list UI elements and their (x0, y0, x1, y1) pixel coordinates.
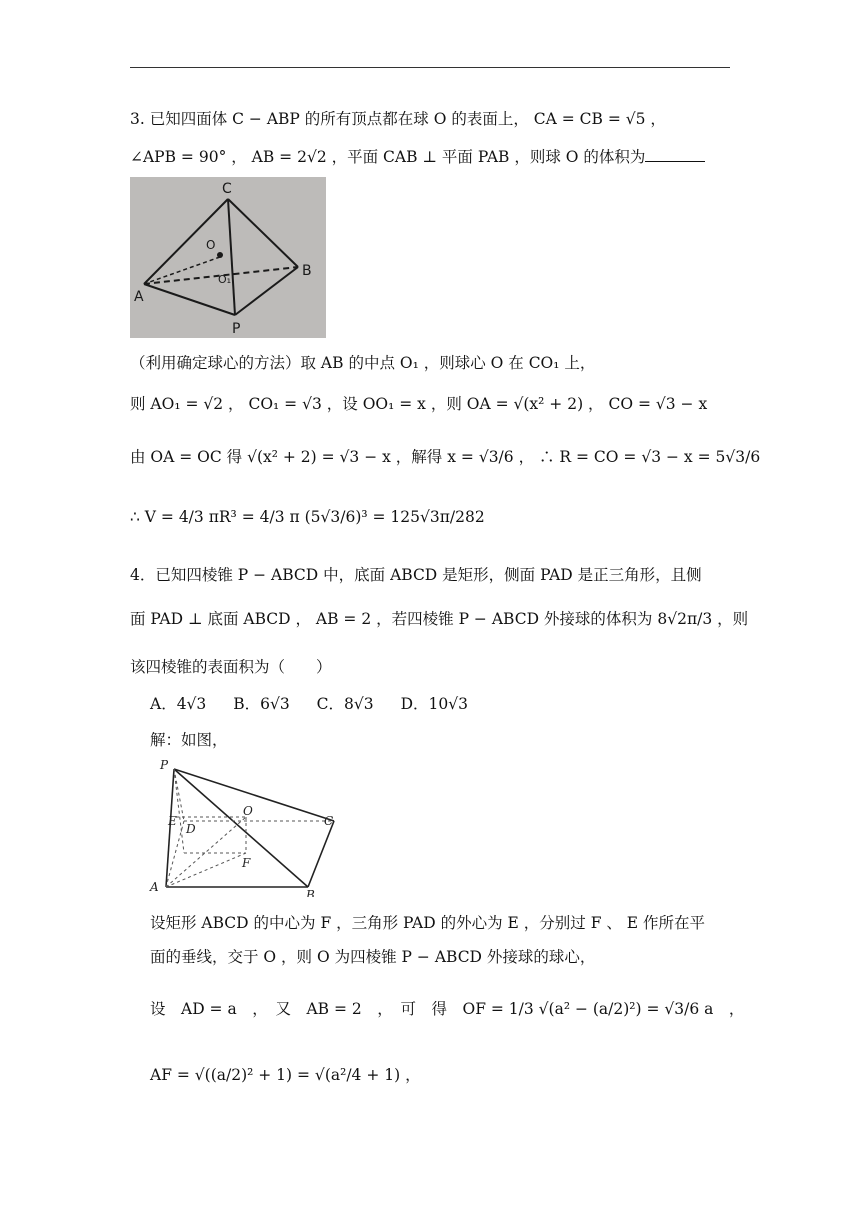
segment-AO (166, 817, 246, 887)
header-rule (130, 67, 730, 68)
edge-CP (228, 199, 235, 315)
edge-BP (235, 267, 298, 315)
edge-PC (174, 769, 334, 821)
label-E: E (168, 814, 177, 828)
edge-AP (144, 284, 235, 315)
edge-BC (308, 821, 334, 887)
q3-sol1: （利用确定球心的方法）取 AB 的中点 O₁ ，则球心 O 在 CO₁ 上， (130, 354, 596, 372)
label-O1: O₁ (218, 273, 232, 286)
q3-line1: 3. 已知四面体 C − ABP 的所有顶点都在球 O 的表面上， CA = CB = √5 ， (130, 110, 666, 128)
label-B: B (302, 263, 312, 279)
q4-sol3: 设 AD = a ， 又 AB = 2 ， 可 得 OF = 1/3 √(a² − (a/2)²) = √3/6 a ， (150, 1000, 745, 1018)
q4-line2: 面 PAD ⊥ 底面 ABCD ， AB = 2 ，若四棱锥 P − ABCD 外接球的体积为 8√2π/3 ，则 (130, 610, 749, 628)
option-c: C．8√3 (316, 695, 374, 713)
option-d: D．10√3 (400, 695, 468, 713)
q3-sol4: ∴ V = 4/3 πR³ = 4/3 π (5√3/6)³ = 125√3π/282 (130, 508, 485, 526)
q4-sol2: 面的垂线，交于 O ，则 O 为四棱锥 P − ABCD 外接球的球心， (150, 948, 596, 966)
q4-sol-intro: 解：如图， (150, 731, 228, 749)
label-A: A (134, 289, 144, 305)
label-D: D (186, 822, 196, 836)
label-O: O (206, 238, 216, 252)
option-a: A．4√3 (150, 695, 207, 713)
answer-blank (645, 147, 705, 162)
label-F: F (242, 856, 251, 870)
pyramid-svg (146, 757, 346, 897)
q3-sol2: 则 AO₁ = √2 ， CO₁ = √3 ，设 OO₁ = x ，则 OA = √(x² + 2) ， CO = √3 − x (130, 395, 708, 413)
label-B: B (306, 888, 315, 897)
segment-OA (144, 257, 220, 284)
pyramid-figure (146, 757, 346, 897)
q4-sol4: AF = √((a/2)² + 1) = √(a²/4 + 1) ， (150, 1066, 421, 1084)
option-b: B．6√3 (233, 695, 290, 713)
label-A: A (150, 880, 159, 894)
q4-line3: 该四棱锥的表面积为（ ） (130, 658, 332, 676)
q4-line1: 4．已知四棱锥 P − ABCD 中，底面 ABCD 是矩形，侧面 PAD 是正三角形，且侧 (130, 566, 702, 584)
label-P: P (160, 758, 169, 772)
q3-line2 (130, 146, 705, 168)
q4-options (150, 693, 490, 715)
edge-CB (228, 199, 298, 267)
tetrahedron-photo (130, 177, 326, 338)
label-O: O (243, 804, 253, 818)
label-C: C (222, 181, 232, 197)
tetrahedron-figure (130, 177, 326, 338)
center-dot (217, 252, 223, 258)
q3-line2-text: ∠APB = 90° ， AB = 2√2 ，平面 CAB ⊥ 平面 PAB ，则球 O 的体积为 (130, 148, 646, 166)
label-P: P (232, 321, 241, 337)
edge-PA (166, 769, 174, 887)
q4-sol1: 设矩形 ABCD 的中心为 F ，三角形 PAD 的外心为 E ，分别过 F 、 E 作所在平 (150, 914, 706, 932)
q3-sol3: 由 OA = OC 得 √(x² + 2) = √3 − x ，解得 x = √3/6 ， ∴ R = CO = √3 − x = 5√3/6 (130, 448, 761, 466)
segment-AF (166, 853, 246, 887)
label-C: C (324, 814, 334, 828)
